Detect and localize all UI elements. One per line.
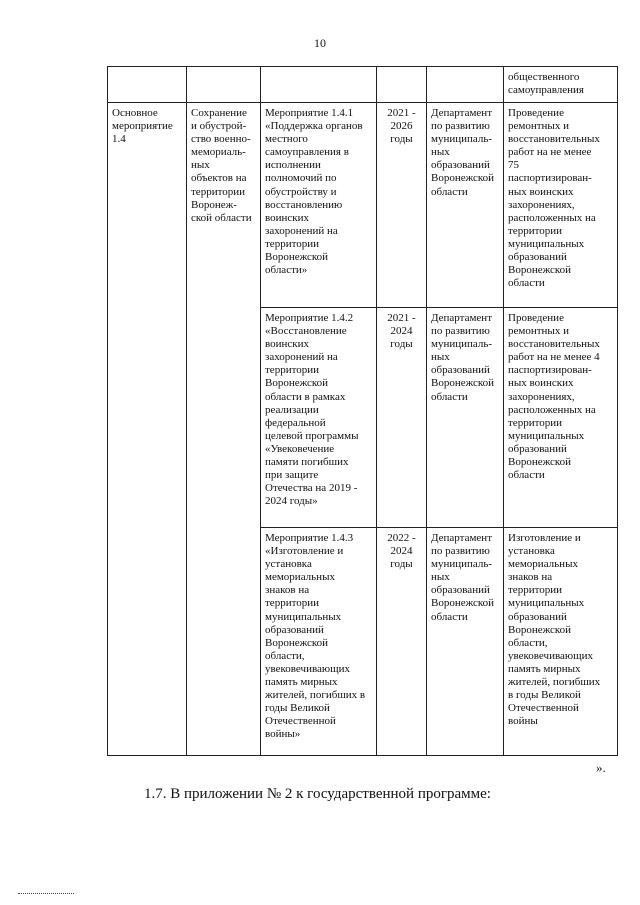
- closing-quote-mark: ».: [596, 760, 606, 775]
- event-name-cell: Мероприятие 1.4.2 «Восстановление воинских захоронений на территории Воронежской области в рамках реализации федеральной целевой программы «Увековечение памяти погибших при защите Отечества на 2019 - 2024 годы»: [261, 308, 377, 528]
- event-result-cell: Изготовление и установка мемориальных знаков на территории муниципальных образований Воронежской области, увековечивающих память мирных жителей, погибших в годы Великой Отечественной войны: [504, 528, 618, 756]
- table-row-continuation: [108, 67, 618, 103]
- event-name-cell: Мероприятие 1.4.3 «Изготовление и установка мемориальных знаков на территории муниципальных образований Воронежской области, увековечивающих память мирных жителей, погибших в годы Великой Отечественной войны»: [261, 528, 377, 756]
- event-executor-cell: Департамент по развитию муниципаль- ных образований Воронежской области: [427, 528, 504, 756]
- event-executor-cell: Департамент по развитию муниципаль- ных образований Воронежской области: [427, 308, 504, 528]
- page-number: 10: [314, 36, 326, 50]
- event-result-cell: Проведение ремонтных и восстановительных работ на не менее 75 паспортизирован- ных воинских захоронениях, расположенных на территории муниципальных образований Воронежской области: [504, 103, 618, 308]
- empty-cell: [427, 67, 504, 103]
- section-heading: 1.7. В приложении № 2 к государственной программе:: [144, 786, 491, 802]
- empty-cell: [261, 67, 377, 103]
- program-activities-table: [107, 66, 618, 756]
- empty-cell: [108, 67, 187, 103]
- event-period-cell: 2021 - 2024 годы: [377, 308, 427, 528]
- event-name-cell: Мероприятие 1.4.1 «Поддержка органов местного самоуправления в исполнении полномочий по обустройству и восстановлению воинских захоронений на территории Воронежской области»: [261, 103, 377, 308]
- empty-cell: [187, 67, 261, 103]
- empty-cell: [377, 67, 427, 103]
- event-executor-cell: Департамент по развитию муниципаль- ных образований Воронежской области: [427, 103, 504, 308]
- activity-name-cell: Сохранение и обустрой- ство военно- мемориаль- ных объектов на территории Воронеж- ской области: [187, 103, 261, 756]
- event-period-cell: 2022 - 2024 годы: [377, 528, 427, 756]
- table-row: [108, 103, 618, 308]
- event-period-cell: 2021 - 2026 годы: [377, 103, 427, 308]
- result-cell: общественного самоуправления: [504, 67, 618, 103]
- activity-label-cell: Основное мероприятие 1.4: [108, 103, 187, 756]
- footer-divider: [18, 893, 74, 894]
- event-result-cell: Проведение ремонтных и восстановительных работ на не менее 4 паспортизирован- ных воинских захоронениях, расположенных на территории муниципальных образований Воронежской области: [504, 308, 618, 528]
